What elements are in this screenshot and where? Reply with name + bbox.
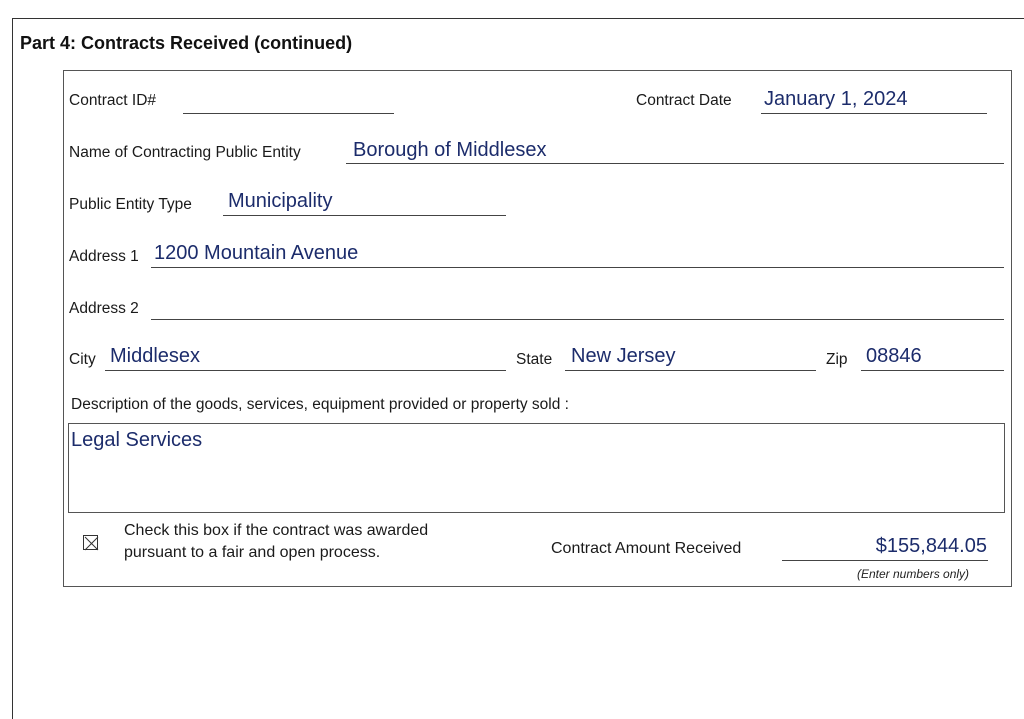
check-x-icon — [84, 536, 99, 551]
description-label: Description of the goods, services, equipment provided or property sold : — [71, 396, 569, 413]
address1-value[interactable]: 1200 Mountain Avenue — [154, 242, 359, 264]
city-value[interactable]: Middlesex — [110, 345, 201, 367]
contract-date-label: Contract Date — [636, 92, 732, 109]
address1-line — [151, 267, 1004, 268]
amount-value[interactable]: $155,844.05 — [875, 535, 987, 557]
entity-name-line — [346, 163, 1004, 164]
address1-label: Address 1 — [69, 248, 139, 265]
fair-open-line2: pursuant to a fair and open process. — [124, 544, 381, 561]
entity-type-value[interactable]: Municipality — [228, 190, 333, 212]
amount-label: Contract Amount Received — [551, 540, 742, 557]
zip-label: Zip — [826, 351, 848, 368]
city-line — [105, 370, 506, 371]
description-box[interactable] — [68, 423, 1005, 513]
amount-line — [782, 560, 988, 561]
contract-date-line — [761, 113, 987, 114]
fair-open-line1: Check this box if the contract was awarded — [124, 522, 429, 539]
fair-open-text — [124, 520, 428, 564]
address2-line — [151, 319, 1004, 320]
entity-name-value[interactable]: Borough of Middlesex — [353, 139, 547, 161]
fair-open-checkbox[interactable] — [83, 535, 98, 550]
state-line — [565, 370, 816, 371]
part-title: Part 4: Contracts Received (continued) — [20, 33, 353, 53]
state-label: State — [516, 351, 553, 368]
entity-type-label: Public Entity Type — [69, 196, 192, 213]
entity-name-label: Name of Contracting Public Entity — [69, 144, 301, 161]
amount-note: (Enter numbers only) — [857, 567, 970, 581]
address2-label: Address 2 — [69, 300, 139, 317]
contract-date-value[interactable]: January 1, 2024 — [764, 88, 908, 110]
description-value: Legal Services — [71, 429, 203, 451]
state-value[interactable]: New Jersey — [571, 345, 676, 367]
entity-type-line — [223, 215, 506, 216]
city-label: City — [69, 351, 96, 368]
contract-id-label: Contract ID# — [69, 92, 157, 109]
zip-value[interactable]: 08846 — [866, 345, 922, 367]
contract-id-line — [183, 113, 394, 114]
zip-line — [861, 370, 1004, 371]
